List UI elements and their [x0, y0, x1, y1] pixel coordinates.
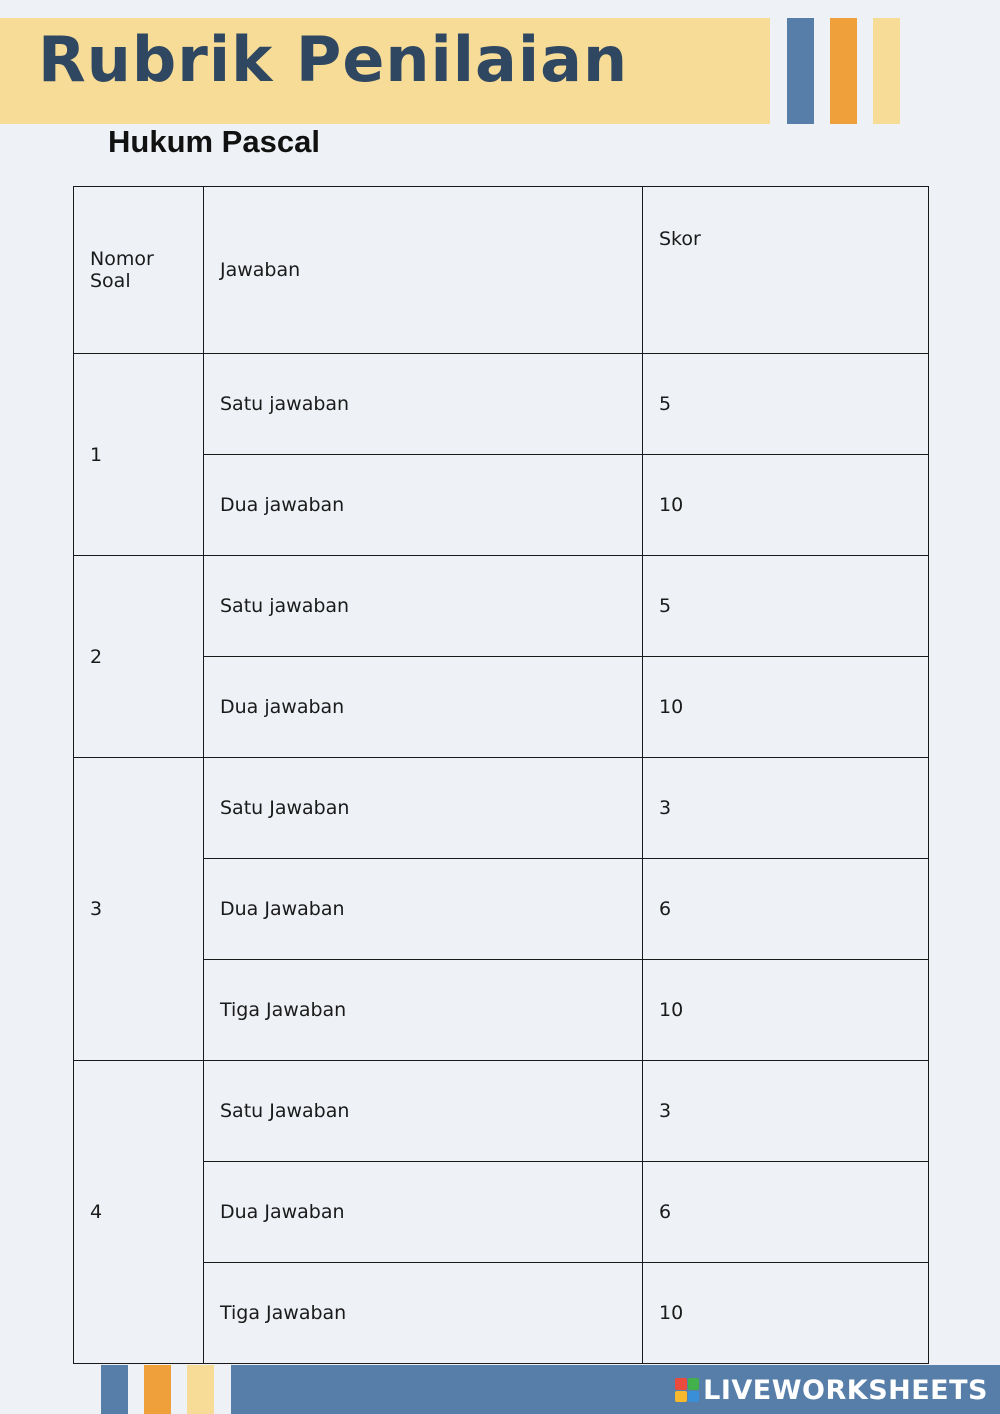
question-number-cell: 3 — [74, 758, 204, 1061]
table-row — [74, 354, 929, 455]
page-title: Rubrik Penilaian — [38, 23, 629, 96]
rubric-table — [73, 186, 929, 1364]
score-cell: 3 — [643, 1061, 929, 1162]
decor-stripe-blue — [787, 18, 814, 124]
footer-stripe-orange — [144, 1365, 171, 1414]
score-cell: 5 — [643, 354, 929, 455]
table-body — [74, 354, 929, 1364]
header-answer: Jawaban — [204, 187, 643, 354]
score-cell: 10 — [643, 455, 929, 556]
footer-stripe-yellow — [187, 1365, 214, 1414]
score-cell: 10 — [643, 657, 929, 758]
question-number-cell: 4 — [74, 1061, 204, 1364]
question-number-cell: 2 — [74, 556, 204, 758]
header-number-line2: Soal — [90, 270, 131, 292]
decor-stripe-orange — [830, 18, 857, 124]
header-score: Skor — [643, 187, 929, 354]
score-cell: 3 — [643, 758, 929, 859]
table-header-row — [74, 187, 929, 354]
liveworksheets-logo[interactable] — [675, 1372, 988, 1408]
score-cell: 10 — [643, 1263, 929, 1364]
score-cell: 5 — [643, 556, 929, 657]
answer-cell: Satu Jawaban — [204, 758, 643, 859]
answer-cell: Tiga Jawaban — [204, 1263, 643, 1364]
score-cell: 6 — [643, 1162, 929, 1263]
header-number — [74, 187, 204, 354]
page-subtitle: Hukum Pascal — [108, 124, 320, 159]
score-cell: 6 — [643, 859, 929, 960]
footer-stripe-blue — [101, 1365, 128, 1414]
answer-cell: Dua Jawaban — [204, 1162, 643, 1263]
table-row — [74, 758, 929, 859]
answer-cell: Dua Jawaban — [204, 859, 643, 960]
score-cell: 10 — [643, 960, 929, 1061]
answer-cell: Satu Jawaban — [204, 1061, 643, 1162]
question-number-cell: 1 — [74, 354, 204, 556]
table-row — [74, 556, 929, 657]
answer-cell: Satu jawaban — [204, 556, 643, 657]
liveworksheets-logo-icon — [675, 1378, 699, 1402]
answer-cell: Satu jawaban — [204, 354, 643, 455]
header-number-line1: Nomor — [90, 248, 154, 270]
brand-name: LIVEWORKSHEETS — [703, 1374, 988, 1406]
table-row — [74, 1061, 929, 1162]
answer-cell: Tiga Jawaban — [204, 960, 643, 1061]
decor-stripe-yellow — [873, 18, 900, 124]
answer-cell: Dua jawaban — [204, 657, 643, 758]
answer-cell: Dua jawaban — [204, 455, 643, 556]
